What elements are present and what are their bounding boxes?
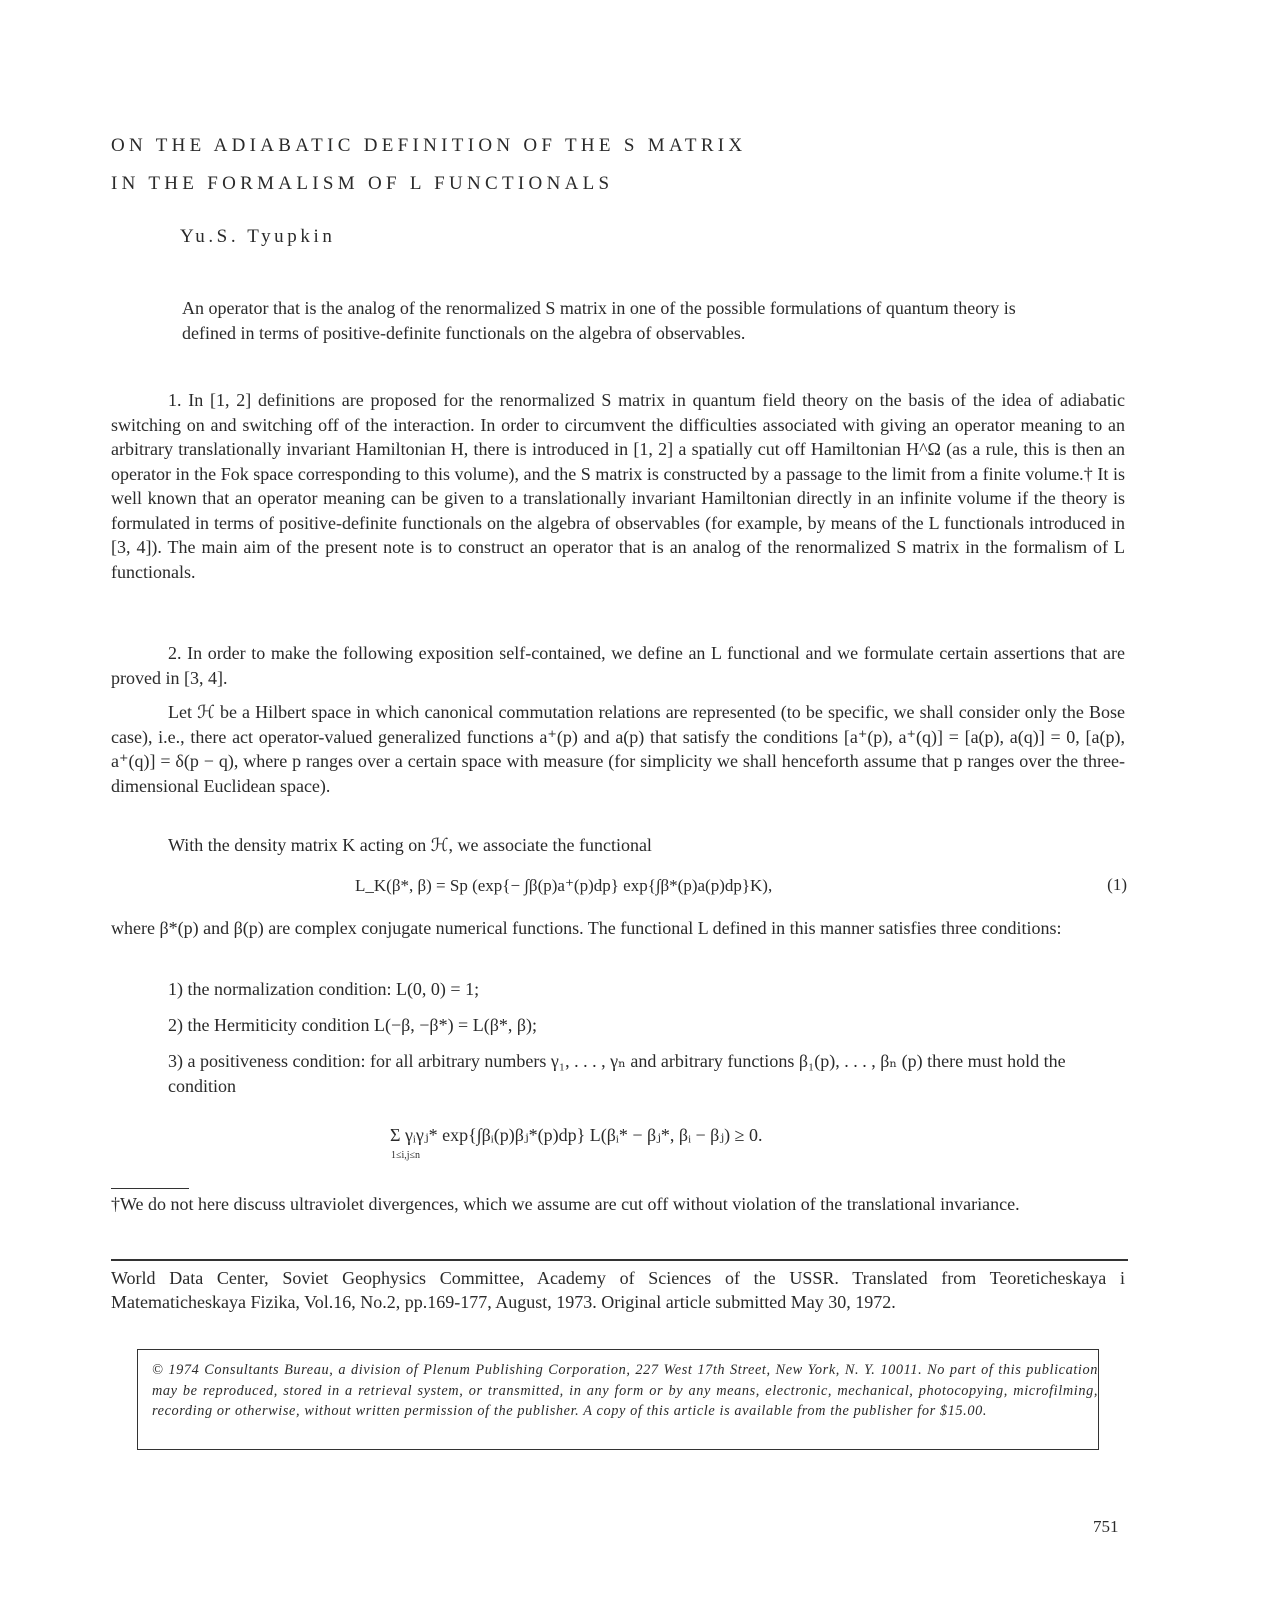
author: Yu.S. Tyupkin	[180, 226, 336, 247]
footnote-separator	[111, 1188, 189, 1189]
density-matrix-paragraph: With the density matrix K acting on ℋ, we associate the functional	[168, 835, 652, 855]
copyright-notice: © 1974 Consultants Bureau, a division of Plenum Publishing Corporation, 227 West 17th Street, New York, N. Y. 10011. No part of this publication may be reproduced, stored in a retrieval system, or transmitted, in any form or by any means, electronic, mechanical, photocopying, microfilming, recording or otherwise, without written permission of the publisher. A copy of this article is available from the publisher for $15.00.	[137, 1349, 1099, 1450]
abstract: An operator that is the analog of the renormalized S matrix in one of the possible formulations of quantum theory is defined in terms of positive-definite functionals on the algebra of observables.	[182, 298, 1016, 343]
equation-1: L_K(β*, β) = Sp (exp{− ∫β(p)a⁺(p)dp} exp{∫β*(p)a(p)dp}K),	[355, 876, 773, 895]
section-2-paragraph: 2. In order to make the following exposition self-contained, we define an L functional and we formulate certain assertions that are proved in [3, 4].	[111, 643, 1125, 688]
equation-1-number: (1)	[1107, 875, 1127, 894]
page-number: 751	[1093, 1517, 1119, 1536]
hilbert-space-paragraph: Let ℋ be a Hilbert space in which canonical commutation relations are represented (to be specific, we shall consider only the Bose case), i.e., there act operator-valued generalized functions a⁺(p) and a(p) that satisfy the conditions [a⁺(p), a⁺(q)] = [a(p), a(q)] = 0, [a(p), a⁺(q)] = δ(p − q), where p ranges over a certain space with measure (for simplicity we shall henceforth assume that p ranges over the three-dimensional Euclidean space).	[111, 702, 1125, 796]
condition-2: 2) the Hermiticity condition L(−β, −β*) = L(β*, β);	[168, 1015, 538, 1035]
title-line-1: ON THE ADIABATIC DEFINITION OF THE S MATRIX	[111, 135, 747, 156]
credits-separator	[111, 1259, 1128, 1261]
condition-1: 1) the normalization condition: L(0, 0) = 1;	[168, 979, 480, 999]
translation-credits: World Data Center, Soviet Geophysics Committee, Academy of Sciences of the USSR. Translated from Teoreticheskaya i Matematicheskaya Fizika, Vol.16, No.2, pp.169-177, August, 1973. Original article submitted May 30, 1972.	[111, 1268, 1125, 1312]
sum-index-range: 1≤i,j≤n	[391, 1150, 421, 1161]
title-line-2: IN THE FORMALISM OF L FUNCTIONALS	[111, 173, 614, 194]
positiveness-inequality: Σ γᵢγⱼ* exp{∫βᵢ(p)βⱼ*(p)dp} L(βᵢ* − βⱼ*, βᵢ − βⱼ) ≥ 0.	[390, 1125, 763, 1145]
section-1-paragraph: 1. In [1, 2] definitions are proposed for the renormalized S matrix in quantum field theory on the basis of the idea of adiabatic switching on and switching off of the interaction. In order to circumvent the difficulties associated with giving an operator meaning to an arbitrary translationally invariant Hamiltonian H, there is introduced in [1, 2] a spatially cut off Hamiltonian H^Ω (as a rule, this is then an operator in the Fok space corresponding to this volume), and the S matrix is constructed by a passage to the limit from a finite volume.† It is well known that an operator meaning can be given to a translationally invariant Hamiltonian directly in an infinite volume if the theory is formulated in terms of positive-definite functionals on the algebra of observables (for example, by means of the L functionals introduced in [3, 4]). The main aim of the present note is to construct an operator that is an analog of the renormalized S matrix in the formalism of L functionals.	[111, 390, 1125, 582]
condition-3: 3) a positiveness condition: for all arbitrary numbers γ₁, . . . , γₙ and arbitrary functions β₁(p), . . . , βₙ (p) there must hold the condition	[168, 1051, 1066, 1096]
where-paragraph: where β*(p) and β(p) are complex conjugate numerical functions. The functional L defined in this manner satisfies three conditions:	[111, 918, 1062, 938]
footnote: †We do not here discuss ultraviolet divergences, which we assume are cut off without violation of the translational invariance.	[111, 1194, 1020, 1214]
